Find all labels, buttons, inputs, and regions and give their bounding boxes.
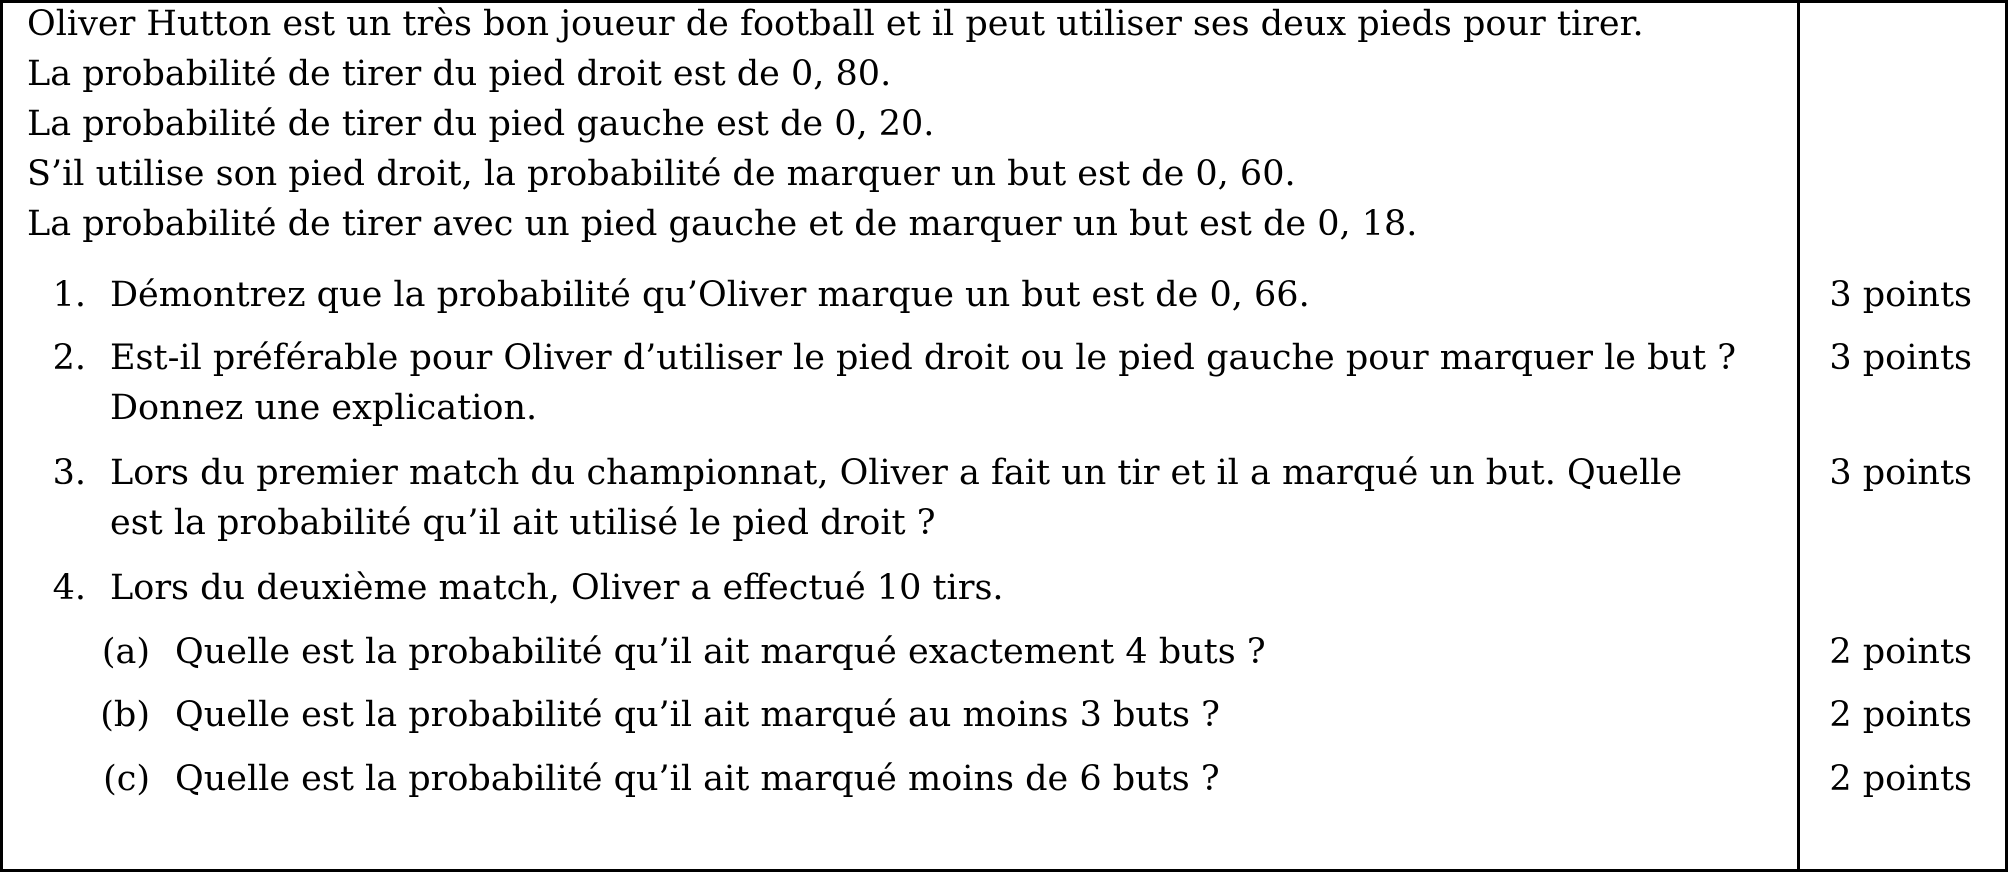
intro-line-5: La probabilité de tirer avec un pied gauche et de marquer un but est de 0, 18.: [27, 204, 1418, 244]
question-3-line-1: Lors du premier match du championnat, Oliver a fait un tir et il a marqué un but. Quelle: [110, 453, 1683, 493]
question-1-number: 1.: [52, 275, 86, 315]
subquestion-a-label: (a): [101, 632, 150, 672]
intro-line-1: Oliver Hutton est un très bon joueur de football et il peut utiliser ses deux pieds pour tirer.: [27, 4, 1644, 44]
subquestion-b-label: (b): [100, 695, 150, 735]
subquestion-c-points: 2 points: [1829, 759, 1972, 799]
question-3-line-2: est la probabilité qu’il ait utilisé le pied droit ?: [110, 503, 936, 543]
intro-line-2: La probabilité de tirer du pied droit est de 0, 80.: [27, 54, 892, 94]
subquestion-c-text: Quelle est la probabilité qu’il ait marqué moins de 6 buts ?: [175, 759, 1220, 799]
points-column-divider: [1797, 0, 1800, 872]
intro-line-4: S’il utilise son pied droit, la probabilité de marquer un but est de 0, 60.: [27, 154, 1296, 194]
question-4-number: 4.: [52, 568, 86, 608]
subquestion-b-points: 2 points: [1829, 695, 1972, 735]
subquestion-b-text: Quelle est la probabilité qu’il ait marqué au moins 3 buts ?: [175, 695, 1220, 735]
question-3-number: 3.: [52, 453, 86, 493]
intro-line-3: La probabilité de tirer du pied gauche est de 0, 20.: [27, 104, 935, 144]
question-1-points: 3 points: [1829, 275, 1972, 315]
subquestion-c-label: (c): [103, 759, 150, 799]
question-2-points: 3 points: [1829, 338, 1972, 378]
question-3-points: 3 points: [1829, 453, 1972, 493]
subquestion-a-points: 2 points: [1829, 632, 1972, 672]
question-2-number: 2.: [52, 338, 86, 378]
question-4-text: Lors du deuxième match, Oliver a effectué 10 tirs.: [110, 568, 1004, 608]
question-2-line-1: Est-il préférable pour Oliver d’utiliser le pied droit ou le pied gauche pour marquer le but ?: [110, 338, 1736, 378]
question-1-text: Démontrez que la probabilité qu’Oliver marque un but est de 0, 66.: [110, 275, 1310, 315]
question-2-line-2: Donnez une explication.: [110, 388, 538, 428]
subquestion-a-text: Quelle est la probabilité qu’il ait marqué exactement 4 buts ?: [175, 632, 1266, 672]
